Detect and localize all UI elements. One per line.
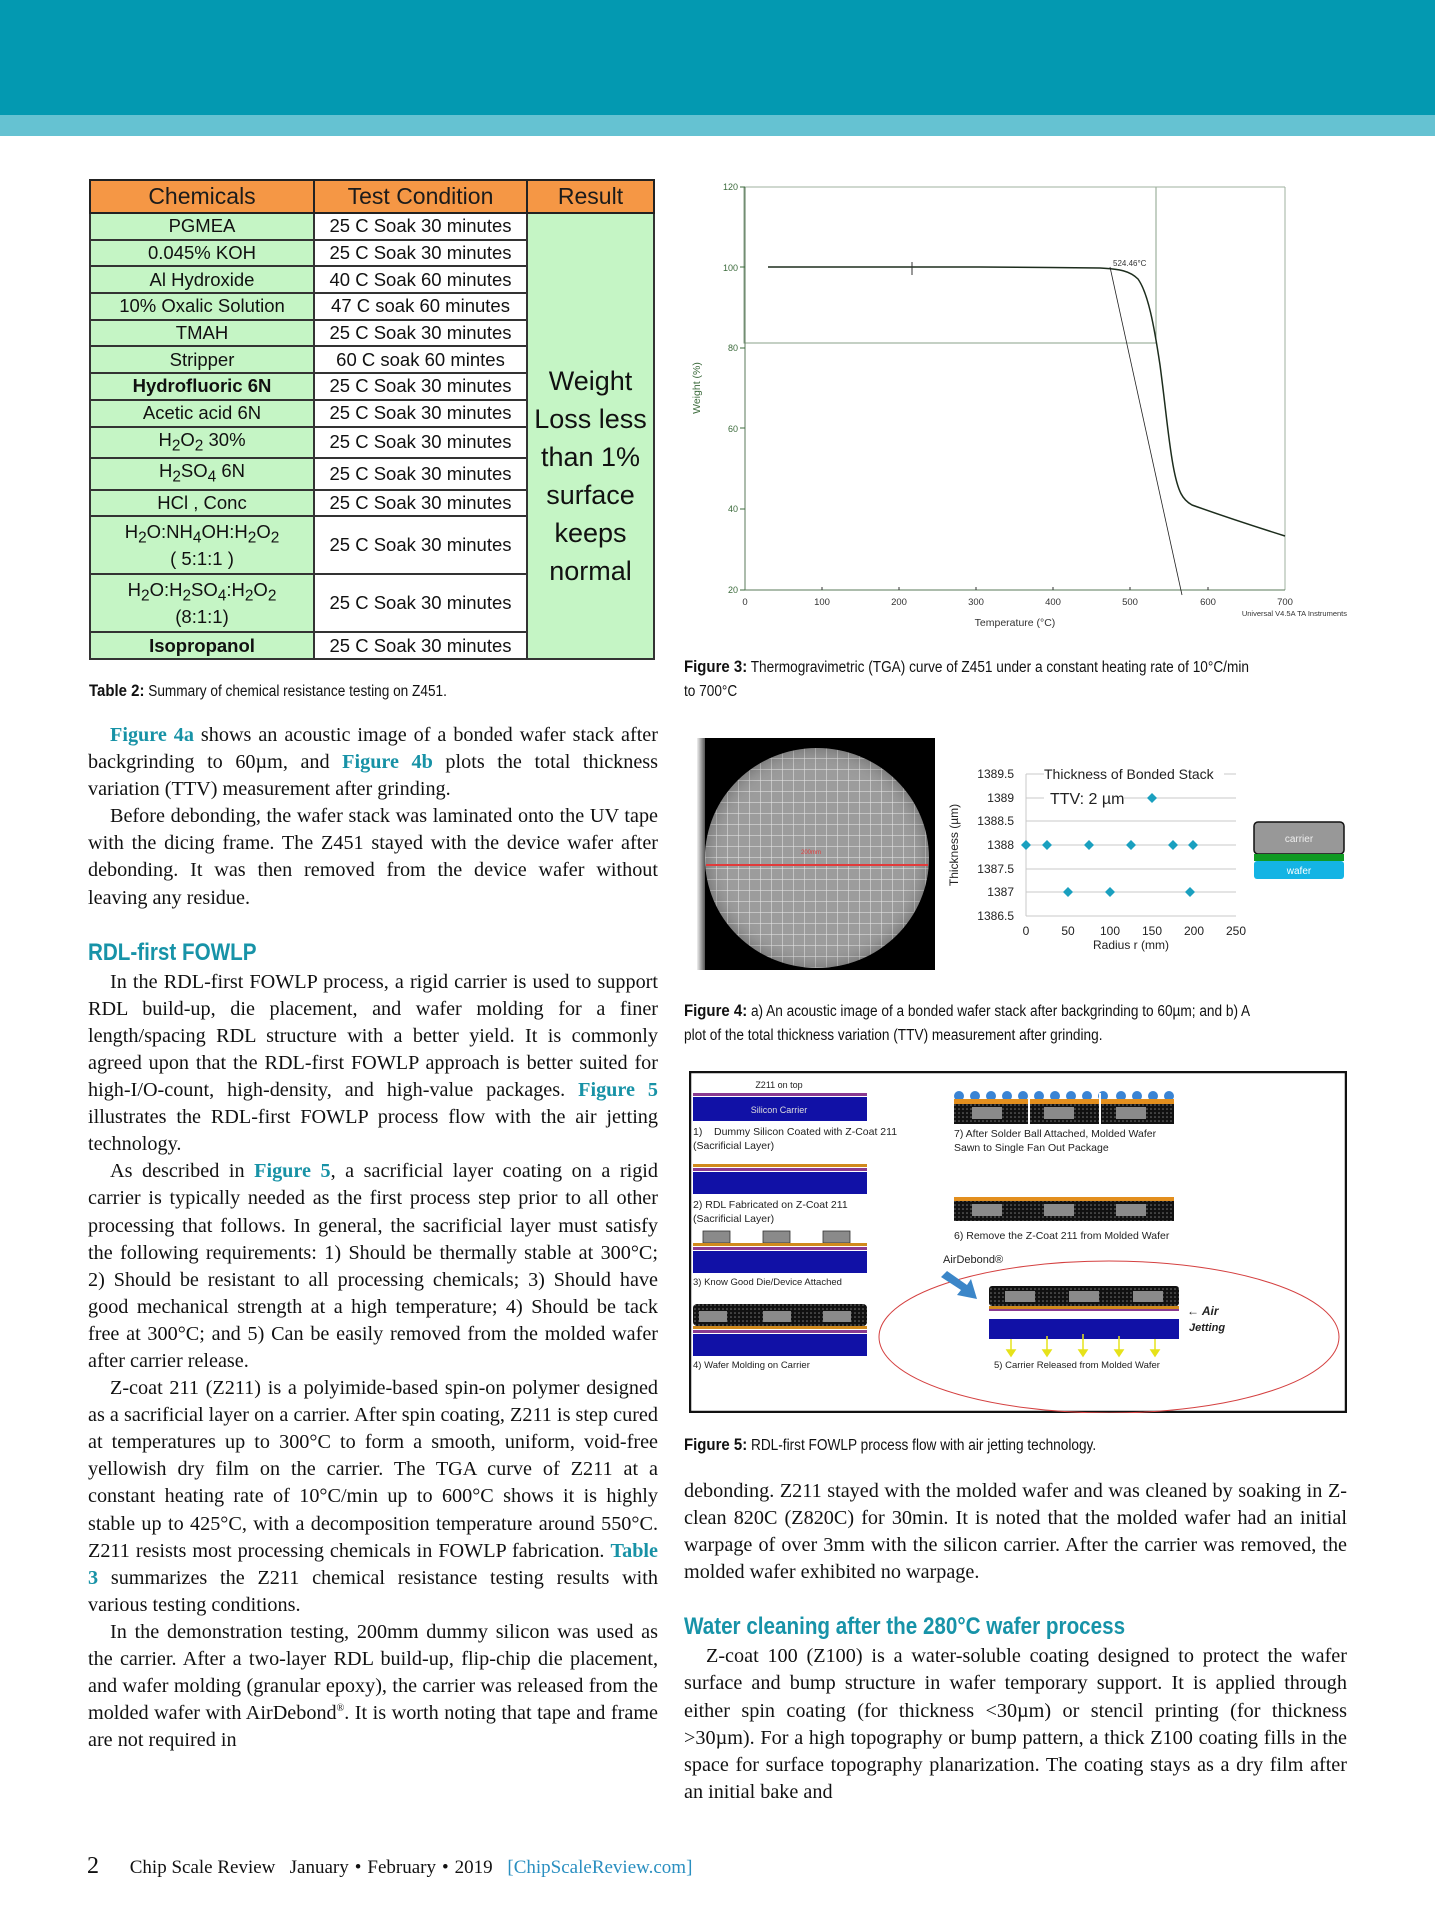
caption-label: Figure 3: xyxy=(684,657,748,676)
y-tick-labels xyxy=(723,182,738,595)
section-heading: Water cleaning after the 280°C wafer process xyxy=(684,1613,1126,1641)
left-column xyxy=(88,722,658,1754)
svg-text:400: 400 xyxy=(1045,597,1061,608)
figure-5-link[interactable]: Figure 5 xyxy=(578,1079,658,1102)
paragraph: Z-coat 100 (Z100) is a water-soluble coating designed to protect the wafer surface and bump structure in wafer temporary support. It is applied through either spin coating (for thickness <30µm) or stencil printing (for thickness >30µm). For a high topography or bump pattern, a thick Z100 coating fills in the space for surface topography planarization. The coating stays as a dry film after an initial bake and xyxy=(684,1645,1347,1803)
tga-curve xyxy=(768,267,1285,536)
svg-text:500: 500 xyxy=(1122,597,1138,608)
condition-cell: 25 C Soak 30 minutes xyxy=(314,458,527,490)
paragraph: debonding. Z211 stayed with the molded wafer and was cleaned by soaking in Z-clean 820C (Z820C) for 30min. It is noted that the molded wafer had an initial warpage of over 3mm with the silicon carrier. After the carrier was removed, the molded wafer exhibited no warpage. xyxy=(684,1480,1347,1584)
paragraph: As described in Figure 5, a sacrificial layer coating on a rigid carrier is typically needed as the first process step prior to all other processing that follows. In general, the sacrificial layer must satisfy the following requirements: 1) Should be thermally stable at 300°C; 2) Should be resistant to all processing chemicals; 3) Should have good mechanical strength at a high temperature; 4) Should be tack free at 300°C; and 5) Can be easily removed from the molded wafer after carrier release. xyxy=(88,1160,658,1372)
step2-sublabel: (Sacrificial Layer) xyxy=(693,1213,775,1225)
svg-text:0: 0 xyxy=(742,597,748,608)
figure-4a-link[interactable]: Figure 4a xyxy=(110,724,194,746)
bond-layer xyxy=(1254,854,1344,861)
svg-text:1387: 1387 xyxy=(987,885,1014,899)
caption-label: Figure 5: xyxy=(684,1435,748,1454)
step5-label: 5) Carrier Released from Molded Wafer xyxy=(994,1360,1160,1371)
z211-label: Z211 on top xyxy=(755,1080,803,1090)
svg-text:1386.5: 1386.5 xyxy=(977,909,1014,923)
silicon-carrier-label: Silicon Carrier xyxy=(750,1105,808,1115)
svg-text:100: 100 xyxy=(814,597,830,608)
condition-cell: 25 C Soak 30 minutes xyxy=(314,240,527,267)
table-row xyxy=(90,213,654,240)
magazine-name: Chip Scale Review xyxy=(129,1857,276,1878)
section-heading: RDL-first FOWLP xyxy=(88,938,257,966)
air-jetting-label: ← Air xyxy=(1187,1304,1219,1318)
chemical-cell: HCl , Conc xyxy=(90,490,314,517)
diameter-arrow xyxy=(706,864,928,866)
chemical-cell: Al Hydroxide xyxy=(90,266,314,293)
condition-cell: 25 C Soak 30 minutes xyxy=(314,373,527,400)
wafer-disc xyxy=(705,748,929,968)
svg-text:1389: 1389 xyxy=(987,791,1014,805)
website-link[interactable]: [ChipScaleReview.com] xyxy=(507,1857,693,1878)
condition-cell: 60 C soak 60 mintes xyxy=(314,346,527,373)
svg-text:50: 50 xyxy=(1061,924,1075,938)
condition-cell: 40 C Soak 60 minutes xyxy=(314,266,527,293)
figure-4b-link[interactable]: Figure 4b xyxy=(342,751,433,774)
result-line: keeps xyxy=(554,518,627,548)
instrument-label: Universal V4.5A TA Instruments xyxy=(1241,609,1347,618)
chemical-cell: Isopropanol xyxy=(90,632,314,659)
svg-text:250: 250 xyxy=(1225,924,1247,938)
table-3-link[interactable]: Table 3 xyxy=(88,1539,658,1589)
ttv-label: TTV: 2 µm xyxy=(1050,791,1125,808)
header-strip xyxy=(0,115,1435,136)
x-axis-label: Temperature (°C) xyxy=(974,617,1056,629)
condition-cell: 25 C Soak 30 minutes xyxy=(314,213,527,240)
figure-5-link[interactable]: Figure 5 xyxy=(254,1160,331,1183)
result-line: than 1% xyxy=(540,442,641,472)
column-header-result: Result xyxy=(527,180,654,213)
y-axis-label: Thickness (µm) xyxy=(947,803,961,887)
acoustic-wafer-image xyxy=(697,738,935,970)
chemical-cell: $H_2SO_4$ 6N xyxy=(90,458,314,490)
figure3-caption xyxy=(684,655,1256,704)
paragraph: Before debonding, the wafer stack was laminated onto the UV tape with the dicing frame. The Z451 stayed with the device wafer after debonding. It was then removed from the device wafer without leaving any residue. xyxy=(88,805,658,909)
result-line: Weight xyxy=(548,366,633,396)
carrier-label: carrier xyxy=(1284,834,1314,845)
step3-label: 3) Know Good Die/Device Attached xyxy=(693,1277,842,1288)
svg-text:1388.5: 1388.5 xyxy=(977,814,1014,828)
svg-text:80: 80 xyxy=(727,343,738,353)
caption-text: a) An acoustic image of a bonded wafer stack after backgrinding to 60µm; and b) A plot of the total thickness variation (TTV) measurement after grinding. xyxy=(684,1003,1250,1044)
chemical-cell: Acetic acid 6N xyxy=(90,400,314,427)
process-flow-diagram xyxy=(689,1071,1347,1413)
svg-text:100: 100 xyxy=(722,263,738,273)
onset-annotation: 524.46°C xyxy=(1113,259,1147,268)
caption-text: RDL-first FOWLP process flow with air jetting technology. xyxy=(747,1437,1097,1454)
svg-text:40: 40 xyxy=(727,504,738,514)
caption-text: Thermogravimetric (TGA) curve of Z451 under a constant heating rate of 10°C/min to 700°C xyxy=(684,659,1249,700)
column-header-test-condition: Test Condition xyxy=(314,180,527,213)
step1-label: 1) Dummy Silicon Coated with Z-Coat 211 xyxy=(693,1126,898,1138)
x-tick-labels xyxy=(742,597,1293,608)
svg-text:150: 150 xyxy=(1141,924,1163,938)
condition-cell: 25 C Soak 30 minutes xyxy=(314,632,527,659)
page-number: 2 xyxy=(87,1853,99,1879)
tga-plot xyxy=(680,175,1360,635)
ttv-scatter-chart xyxy=(940,760,1360,975)
airdebond-label: AirDebond® xyxy=(943,1254,1004,1266)
condition-cell: 25 C Soak 30 minutes xyxy=(314,516,527,574)
jetting-label: Jetting xyxy=(1189,1322,1226,1334)
caption-label: Figure 4: xyxy=(684,1001,748,1020)
condition-cell: 47 C soak 60 minutes xyxy=(314,293,527,320)
page-footer: 2 Chip Scale Review January • February • 2019 [ChipScaleReview.com] xyxy=(87,1853,693,1879)
paragraph: Z-coat 211 (Z211) is a polyimide-based spin-on polymer designed as a sacrificial layer on a carrier. After spin coating, Z211 is step cured at temperatures up to 300°C to form a smooth, uniform, void-free yellowish dry film on the carrier. The TGA curve of Z211 at a constant heating rate of 10°C/min up to 600°C shows it is highly stable up to 425°C, with a decomposition temperature around 550°C. Z211 resists most processing chemicals in FOWLP fabrication. Table 3 summarizes the Z211 chemical resistance testing results with various testing conditions. xyxy=(88,1377,658,1616)
svg-text:200: 200 xyxy=(891,597,907,608)
wafer-label: wafer xyxy=(1286,866,1312,877)
step2-label: 2) RDL Fabricated on Z-Coat 211 xyxy=(693,1199,848,1211)
chemical-resistance-table xyxy=(89,179,655,660)
y-tick-labels xyxy=(977,767,1014,923)
right-column xyxy=(684,1478,1347,1806)
paragraph: In the demonstration testing, 200mm dummy silicon was used as the carrier. After a two-layer RDL build-up, flip-chip die placement, and wafer molding (granular epoxy), the carrier was released from the molded wafer with AirDebond®. It is worth noting that tape and frame are not required in xyxy=(88,1620,658,1752)
paragraph: In the RDL-first FOWLP process, a rigid carrier is used to support RDL build-up, die placement, and wafer molding for a finer length/spacing RDL structure with a better yield. It is commonly agreed upon that the RDL-first FOWLP approach is better suited for high-I/O-count, high-density, and high-value packages. Figure 5 illustrates the RDL-first FOWLP process flow with the air jetting technology. xyxy=(88,970,658,1156)
paragraph: Figure 4a shows an acoustic image of a bonded wafer stack after backgrinding to 60µm, and Figure 4b plots the total thickness variation (TTV) measurement after grinding. xyxy=(88,724,659,801)
svg-text:300: 300 xyxy=(968,597,984,608)
condition-cell: 25 C Soak 30 minutes xyxy=(314,400,527,427)
result-line: normal xyxy=(549,556,632,586)
column-header-chemicals: Chemicals xyxy=(90,180,314,213)
figure4-caption xyxy=(684,999,1265,1048)
chemical-cell: $H_2O:NH_4OH:H_2O_2$ ( 5:1:1 ) xyxy=(90,516,314,574)
svg-text:60: 60 xyxy=(727,424,738,434)
chemical-cell: 10% Oxalic Solution xyxy=(90,293,314,320)
condition-cell: 25 C Soak 30 minutes xyxy=(314,320,527,347)
svg-text:100: 100 xyxy=(1099,924,1121,938)
svg-text:0: 0 xyxy=(1022,924,1030,938)
released-carrier xyxy=(989,1319,1179,1339)
chemical-cell: Hydrofluoric 6N xyxy=(90,373,314,400)
step1-sublabel: (Sacrificial Layer) xyxy=(693,1140,775,1152)
chemical-cell: $H_2O:H_2SO_4:H_2O_2$ (8:1:1) xyxy=(90,574,314,632)
step7-label: 7) After Solder Ball Attached, Molded Wafer xyxy=(954,1128,1157,1140)
table2-caption xyxy=(89,679,447,704)
caption-text: Summary of chemical resistance testing on Z451. xyxy=(144,683,447,700)
caption-label: Table 2: xyxy=(89,681,145,700)
y-axis-label: Weight (%) xyxy=(691,362,703,414)
step7-sublabel: Sawn to Single Fan Out Package xyxy=(954,1142,1109,1154)
svg-text:1387.5: 1387.5 xyxy=(977,862,1014,876)
result-cell xyxy=(527,213,654,659)
chemical-cell: 0.045% KOH xyxy=(90,240,314,267)
svg-text:700: 700 xyxy=(1277,597,1293,608)
header-banner xyxy=(0,0,1435,115)
chemical-cell: $H_2O_2$ 30% xyxy=(90,427,314,459)
result-line: Loss less xyxy=(534,404,647,434)
condition-cell: 25 C Soak 30 minutes xyxy=(314,490,527,517)
chemical-cell: PGMEA xyxy=(90,213,314,240)
svg-text:600: 600 xyxy=(1200,597,1216,608)
condition-cell: 25 C Soak 30 minutes xyxy=(314,427,527,459)
svg-text:1389.5: 1389.5 xyxy=(977,767,1014,781)
svg-text:1388: 1388 xyxy=(987,838,1014,852)
step6-label: 6) Remove the Z-Coat 211 from Molded Wafer xyxy=(954,1230,1170,1242)
chemical-cell: Stripper xyxy=(90,346,314,373)
condition-cell: 25 C Soak 30 minutes xyxy=(314,574,527,632)
svg-text:200: 200 xyxy=(1183,924,1205,938)
chart-title: Thickness of Bonded Stack xyxy=(1044,766,1214,782)
onset-tangent xyxy=(1110,267,1182,595)
x-tick-labels xyxy=(1023,924,1247,938)
step4-label: 4) Wafer Molding on Carrier xyxy=(693,1360,810,1371)
result-line: surface xyxy=(546,480,635,510)
chemical-cell: TMAH xyxy=(90,320,314,347)
svg-text:20: 20 xyxy=(727,585,738,595)
figure5-caption xyxy=(684,1433,1096,1458)
svg-text:120: 120 xyxy=(722,182,738,192)
diameter-label: 200mm xyxy=(801,850,822,856)
x-axis-label: Radius r (mm) xyxy=(1092,938,1170,952)
